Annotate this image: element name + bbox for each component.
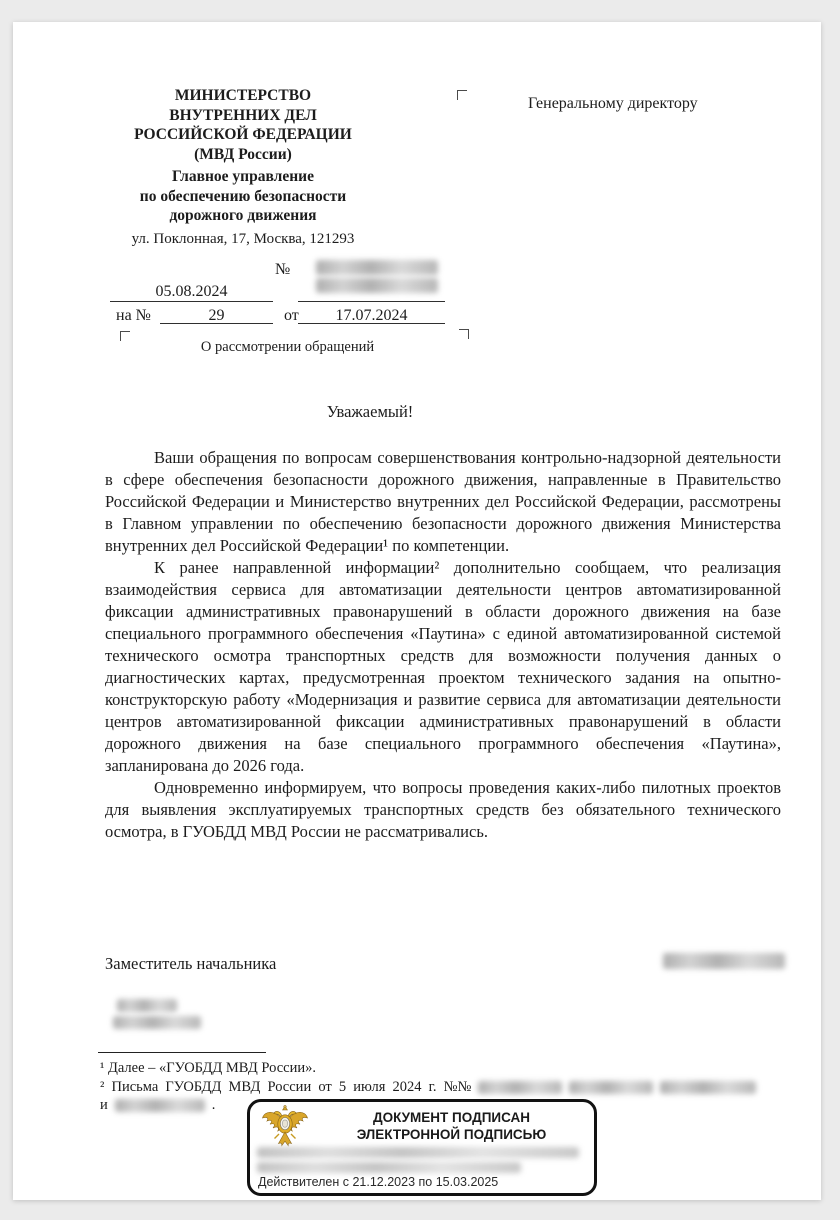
org-name-line: МИНИСТЕРСТВО bbox=[174, 87, 312, 104]
org-name-line: ВНУТРЕННИХ ДЕЛ bbox=[169, 106, 317, 124]
outgoing-number-underline bbox=[298, 301, 445, 302]
redacted-letter-number-1 bbox=[478, 1081, 562, 1094]
electronic-signature-stamp bbox=[247, 1099, 597, 1196]
redacted-outgoing-number-line2 bbox=[316, 278, 438, 293]
letter-body bbox=[105, 447, 781, 843]
division-line: Главное управление bbox=[172, 168, 314, 185]
redacted-executor-name bbox=[117, 999, 177, 1012]
letterhead bbox=[93, 86, 393, 248]
stamp-title-line2: ЭЛЕКТРОННОЙ ПОДПИСЬЮ bbox=[356, 1126, 547, 1142]
paragraph-2: К ранее направленной информации² дополнительно сообщаем, что реализация взаимодействия сервиса для автоматизации деятельности центров автоматизированной фиксации административных правонарушений в области дорожного движения на базе специального программного обеспечения «Паутина» с единой автоматизированной системой технического осмотра транспортных средств для возможности получения данных о диагностических картах, предусмотренная проектом технического задания на опытно-конструкторскую работу «Модернизация и развитие сервиса для автоматизации деятельности центров автоматизированной фиксации административных правонарушений в области дорожного движения на базе специального программного обеспечения «Паутина», запланирована до 2026 года. bbox=[105, 558, 781, 775]
subject-corner-mark-right bbox=[459, 329, 469, 339]
paragraph-1: Ваши обращения по вопросам совершенствования контрольно-надзорной деятельности в сфере обеспечения безопасности дорожного движения, направленные в Правительство Российской Федерации и Министерство внутренних дел Российской Федерации, рассмотрены в Главном управлении по обеспечению безопасности дорожного движения Министерства внутренних дел Российской Федерации¹ по компетенции. bbox=[105, 448, 781, 555]
org-name bbox=[93, 86, 393, 164]
division-name bbox=[93, 167, 393, 226]
addressee-corner-mark bbox=[457, 90, 467, 100]
footnote-2-continued bbox=[100, 1097, 215, 1114]
redacted-certificate-number bbox=[257, 1147, 579, 1158]
addressee: Генеральному директору bbox=[528, 95, 698, 112]
footnote-1: ¹ Далее – «ГУОБДД МВД России». bbox=[100, 1060, 316, 1076]
redacted-executor-phone bbox=[113, 1016, 201, 1029]
redacted-letter-number-3 bbox=[660, 1081, 756, 1094]
outgoing-date: 05.08.2024 bbox=[155, 283, 228, 300]
org-name-line: РОССИЙСКОЙ ФЕДЕРАЦИИ bbox=[134, 126, 352, 143]
footnote-2 bbox=[100, 1079, 756, 1096]
org-name-line: (МВД России) bbox=[194, 145, 292, 163]
redacted-signer-name bbox=[663, 953, 785, 969]
footnote-2-text: ² Письма ГУОБДД МВД России от 5 июля 2024 г. №№ bbox=[100, 1079, 472, 1095]
division-line: по обеспечению безопасности bbox=[139, 187, 347, 205]
stamp-validity: Действителен с 21.12.2023 по 15.03.2025 bbox=[258, 1175, 499, 1189]
redacted-letter-number-4 bbox=[115, 1099, 205, 1112]
subject-line: О рассмотрении обращений bbox=[200, 339, 375, 355]
footnote-separator bbox=[98, 1052, 266, 1053]
outgoing-number-label: № bbox=[275, 261, 291, 278]
paragraph-3: Одновременно информируем, что вопросы проведения каких-либо пилотных проектов для выявления эксплуатируемых транспортных средств без обязательного технического осмотра, в ГУОБДД МВД России не рассматривались. bbox=[105, 778, 781, 841]
redacted-letter-number-2 bbox=[569, 1081, 653, 1094]
mvd-emblem-icon bbox=[260, 1105, 310, 1149]
redacted-outgoing-number-line1 bbox=[316, 260, 438, 275]
stamp-title-line1: ДОКУМЕНТ ПОДПИСАН bbox=[372, 1110, 531, 1125]
redacted-certificate-owner bbox=[257, 1162, 521, 1173]
document-page bbox=[13, 22, 821, 1200]
from-label: от bbox=[284, 307, 299, 324]
incoming-date-underline bbox=[298, 323, 445, 324]
footnote-2-conjunction: и bbox=[100, 1097, 108, 1113]
reply-to-label: на № bbox=[116, 307, 151, 324]
incoming-date: 17.07.2024 bbox=[335, 307, 408, 324]
salutation: Уважаемый! bbox=[326, 402, 414, 421]
division-line: дорожного движения bbox=[169, 207, 317, 224]
outgoing-date-underline bbox=[110, 301, 273, 302]
incoming-number: 29 bbox=[208, 307, 225, 324]
footnote-2-period: . bbox=[211, 1097, 216, 1113]
stamp-title bbox=[314, 1110, 589, 1143]
signer-position: Заместитель начальника bbox=[105, 954, 277, 973]
letterhead-address: ул. Поклонная, 17, Москва, 121293 bbox=[131, 230, 355, 247]
incoming-number-underline bbox=[160, 323, 273, 324]
